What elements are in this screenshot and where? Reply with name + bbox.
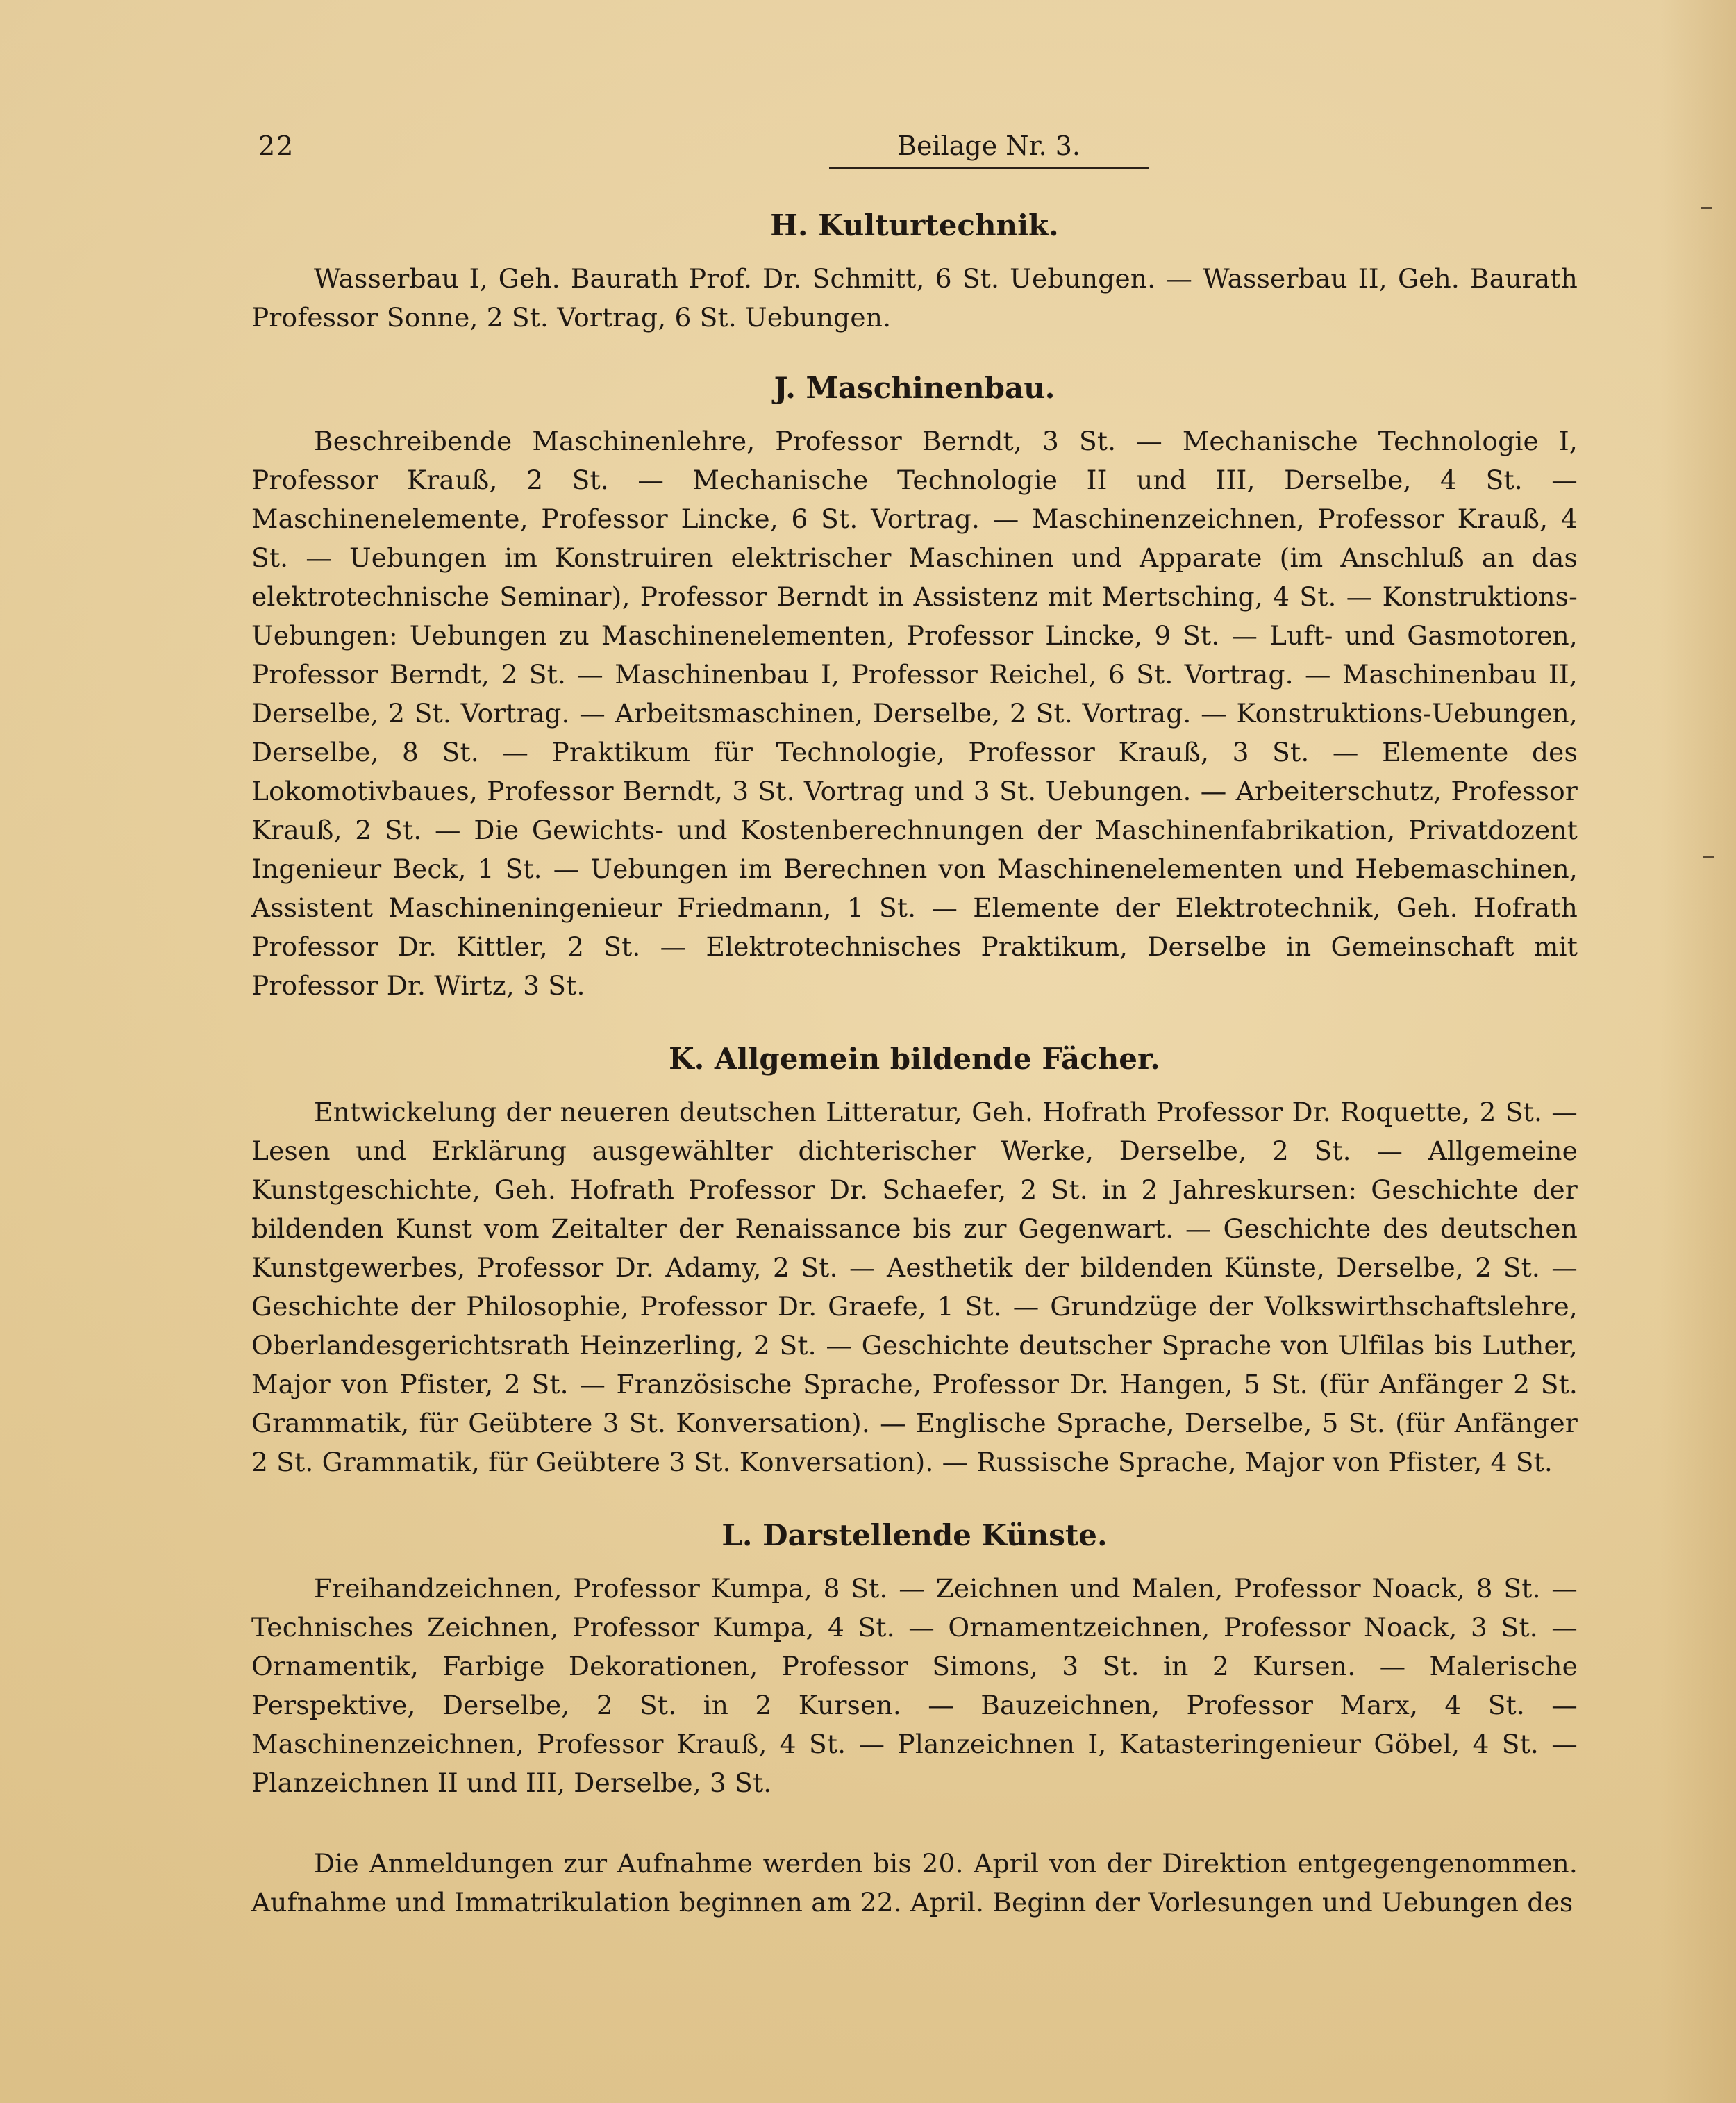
section-paragraph: Wasserbau I, Geh. Baurath Prof. Dr. Schmitt, 6 St. Uebungen. — Wasserbau II, Geh. Baurath Professor Sonne, 2 St. Vortrag, 6 St. Uebungen. — [251, 263, 1578, 333]
margin-mark — [1701, 207, 1712, 209]
margin-mark — [1703, 856, 1714, 858]
page-header — [258, 131, 1578, 179]
section-kulturtechnik — [251, 205, 1578, 337]
section-heading: L. Darstellende Künste. — [721, 1518, 1108, 1552]
section-maschinenbau — [251, 367, 1578, 1005]
section-paragraph: Freihandzeichnen, Professor Kumpa, 8 St. — Zeichnen und Malen, Professor Noack, 8 St. — Technisches Zeichnen, Professor Kumpa, 4 St. — Ornamentzeichnen, Professor Noack, 3 St. — Ornamentik, Farbige Dekorationen, Professor Simons, 3 St. in 2 Kursen. — Malerische Perspektive, Derselbe, 2 St. in 2 Kursen. — Bauzeichnen, Professor Marx, 4 St. — Maschinenzeichnen, Professor Krauß, 4 St. — Planzeichnen I, Katasteringenieur Göbel, 4 St. — Planzeichnen II und III, Derselbe, 3 St. — [251, 1573, 1578, 1798]
closing-paragraph: Die Anmeldungen zur Aufnahme werden bis 20. April von der Direktion entgegengenommen. Aufnahme und Immatrikulation beginnen am 22. April. Beginn der Vorlesungen und Uebungen des — [251, 1848, 1578, 1918]
page-number: 22 — [258, 131, 295, 161]
section-paragraph: Beschreibende Maschinenlehre, Professor Berndt, 3 St. — Mechanische Technologie I, Professor Krauß, 2 St. — Mechanische Technologie II und III, Derselbe, 4 St. — Maschinenelemente, Professor Lincke, 6 St. Vortrag. — Maschinenzeichnen, Professor Krauß, 4 St. — Uebungen im Konstruiren elektrischer Maschinen und Apparate (im Anschluß an das elektrotechnische Seminar), Professor Berndt in Assistenz mit Mertsching, 4 St. — Konstruktions-Uebungen: Uebungen zu Maschinenelementen, Professor Lincke, 9 St. — Luft- und Gasmotoren, Professor Berndt, 2 St. — Maschinenbau I, Professor Reichel, 6 St. Vortrag. — Maschinenbau II, Derselbe, 2 St. Vortrag. — Arbeitsmaschinen, Derselbe, 2 St. Vortrag. — Konstruktions-Uebungen, Derselbe, 8 St. — Praktikum für Technologie, Professor Krauß, 3 St. — Elemente des Lokomotivbaues, Professor Berndt, 3 St. Vortrag und 3 St. Uebungen. — Arbeiterschutz, Professor Krauß, 2 St. — Die Gewichts- und Kostenberechnungen der Maschinenfabrikation, Privatdozent Ingenieur Beck, 1 St. — Uebungen im Berechnen von Maschinenelementen und Hebemaschinen, Assistent Maschineningenieur Friedmann, 1 St. — Elemente der Elektrotechnik, Geh. Hofrath Professor Dr. Kittler, 2 St. — Elektrotechnisches Praktikum, Derselbe in Gemeinschaft mit Professor Dr. Wirtz, 3 St. — [251, 426, 1578, 1001]
document-body — [251, 205, 1578, 1922]
section-heading: K. Allgemein bildende Fächer. — [669, 1042, 1160, 1076]
running-title: Beilage Nr. 3. — [829, 131, 1149, 169]
section-allgemein-bildende-faecher — [251, 1038, 1578, 1481]
section-heading: H. Kulturtechnik. — [770, 208, 1059, 242]
section-paragraph: Entwickelung der neueren deutschen Litteratur, Geh. Hofrath Professor Dr. Roquette, 2 St. — Lesen und Erklärung ausgewählter dichterischer Werke, Derselbe, 2 St. — Allgemeine Kunstgeschichte, Geh. Hofrath Professor Dr. Schaefer, 2 St. in 2 Jahreskursen: Geschichte der bildenden Kunst vom Zeitalter der Renaissance bis zur Gegenwart. — Geschichte des deutschen Kunstgewerbes, Professor Dr. Adamy, 2 St. — Aesthetik der bildenden Künste, Derselbe, 2 St. — Geschichte der Philosophie, Professor Dr. Graefe, 1 St. — Grundzüge der Volkswirthschaftslehre, Oberlandesgerichtsrath Heinzerling, 2 St. — Geschichte deutscher Sprache von Ulfilas bis Luther, Major von Pfister, 2 St. — Französische Sprache, Professor Dr. Hangen, 5 St. (für Anfänger 2 St. Grammatik, für Geübtere 3 St. Konversation). — Englische Sprache, Derselbe, 5 St. (für Anfänger 2 St. Grammatik, für Geübtere 3 St. Konversation). — Russische Sprache, Major von Pfister, 4 St. — [251, 1097, 1578, 1477]
section-heading: J. Maschinenbau. — [774, 371, 1055, 405]
paper-edge-stain — [1660, 0, 1736, 2103]
section-darstellende-kuenste — [251, 1515, 1578, 1802]
